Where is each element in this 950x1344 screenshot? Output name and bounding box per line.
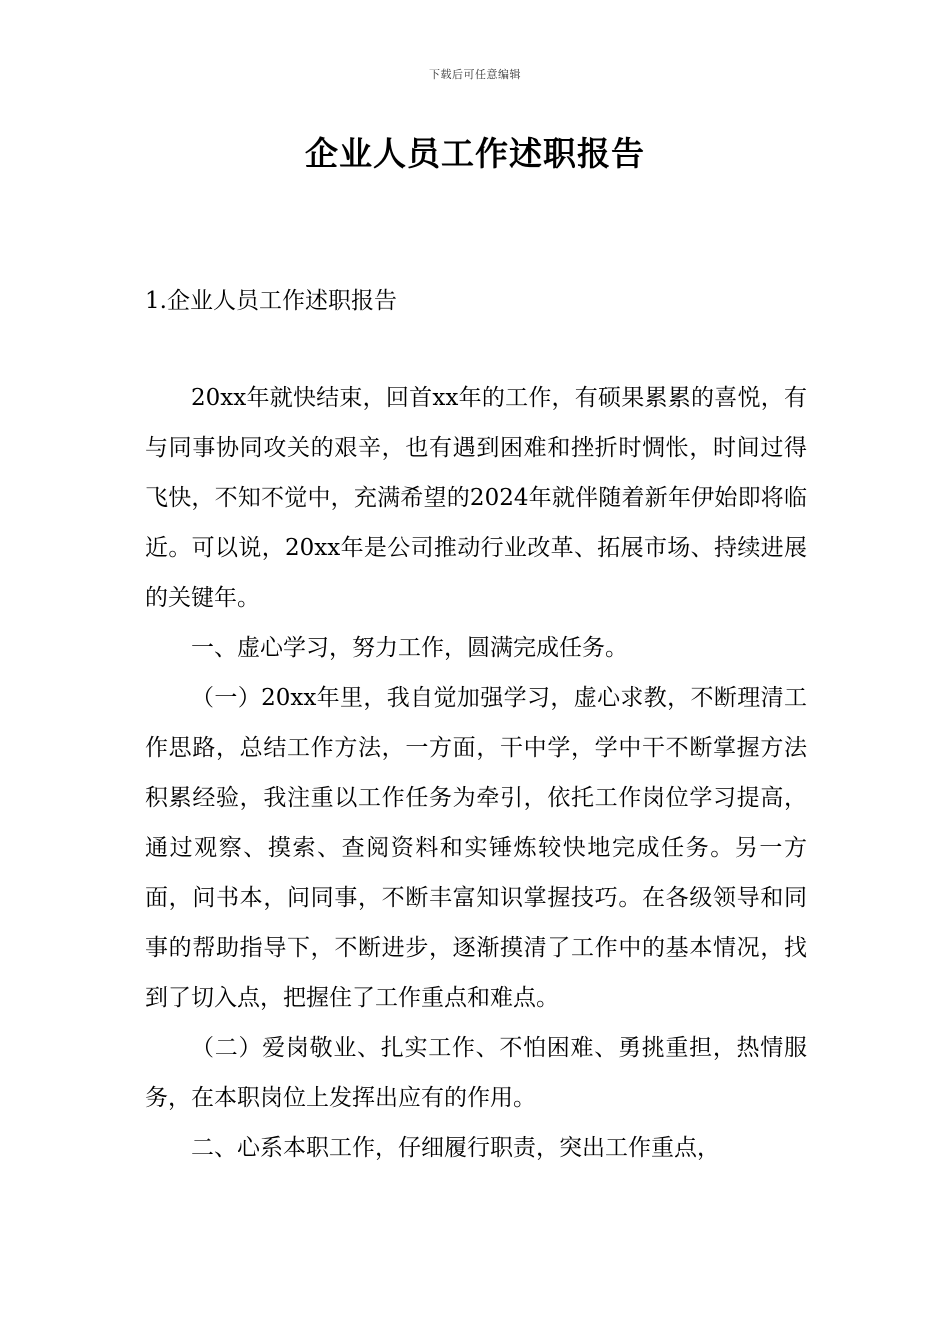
paragraph-item-two: （二）爱岗敬业、扎实工作、不怕困难、勇挑重担，热情服务，在本职岗位上发挥出应有的作用。 (145, 1035, 807, 1111)
document-title: 企业人员工作述职报告 (305, 134, 645, 173)
header-note: 下载后可任意编辑 (429, 68, 521, 81)
paragraph-item-one: （一）20xx年里，我自觉加强学习，虚心求教，不断理清工作思路，总结工作方法，一方面，干中学，学中干不断掌握方法积累经验，我注重以工作任务为牵引，依托工作岗位学习提高，通过观察、摸索、查阅资料和实锤炼较快地完成任务。另一方面，问书本，问同事，不断丰富知识掌握技巧。在各级领导和同事的帮助指导下，不断进步，逐渐摸清了工作中的基本情况，找到了切入点，把握住了工作重点和难点。 (145, 685, 807, 1011)
paragraph-intro: 20xx年就快结束，回首xx年的工作，有硕果累累的喜悦，有与同事协同攻关的艰辛，也有遇到困难和挫折时惆怅，时间过得飞快，不知不觉中，充满希望的2024年就伴随着新年伊始即将临近。可以说，20xx年是公司推动行业改革、拓展市场、持续进展的关键年。 (145, 385, 807, 611)
section-heading: 1.企业人员工作述职报告 (145, 288, 397, 314)
paragraph-heading-two: 二、心系本职工作，仔细履行职责，突出工作重点， (191, 1135, 720, 1161)
paragraph-heading-one: 一、虚心学习，努力工作，圆满完成任务。 (191, 635, 628, 661)
document-body (145, 373, 807, 1173)
